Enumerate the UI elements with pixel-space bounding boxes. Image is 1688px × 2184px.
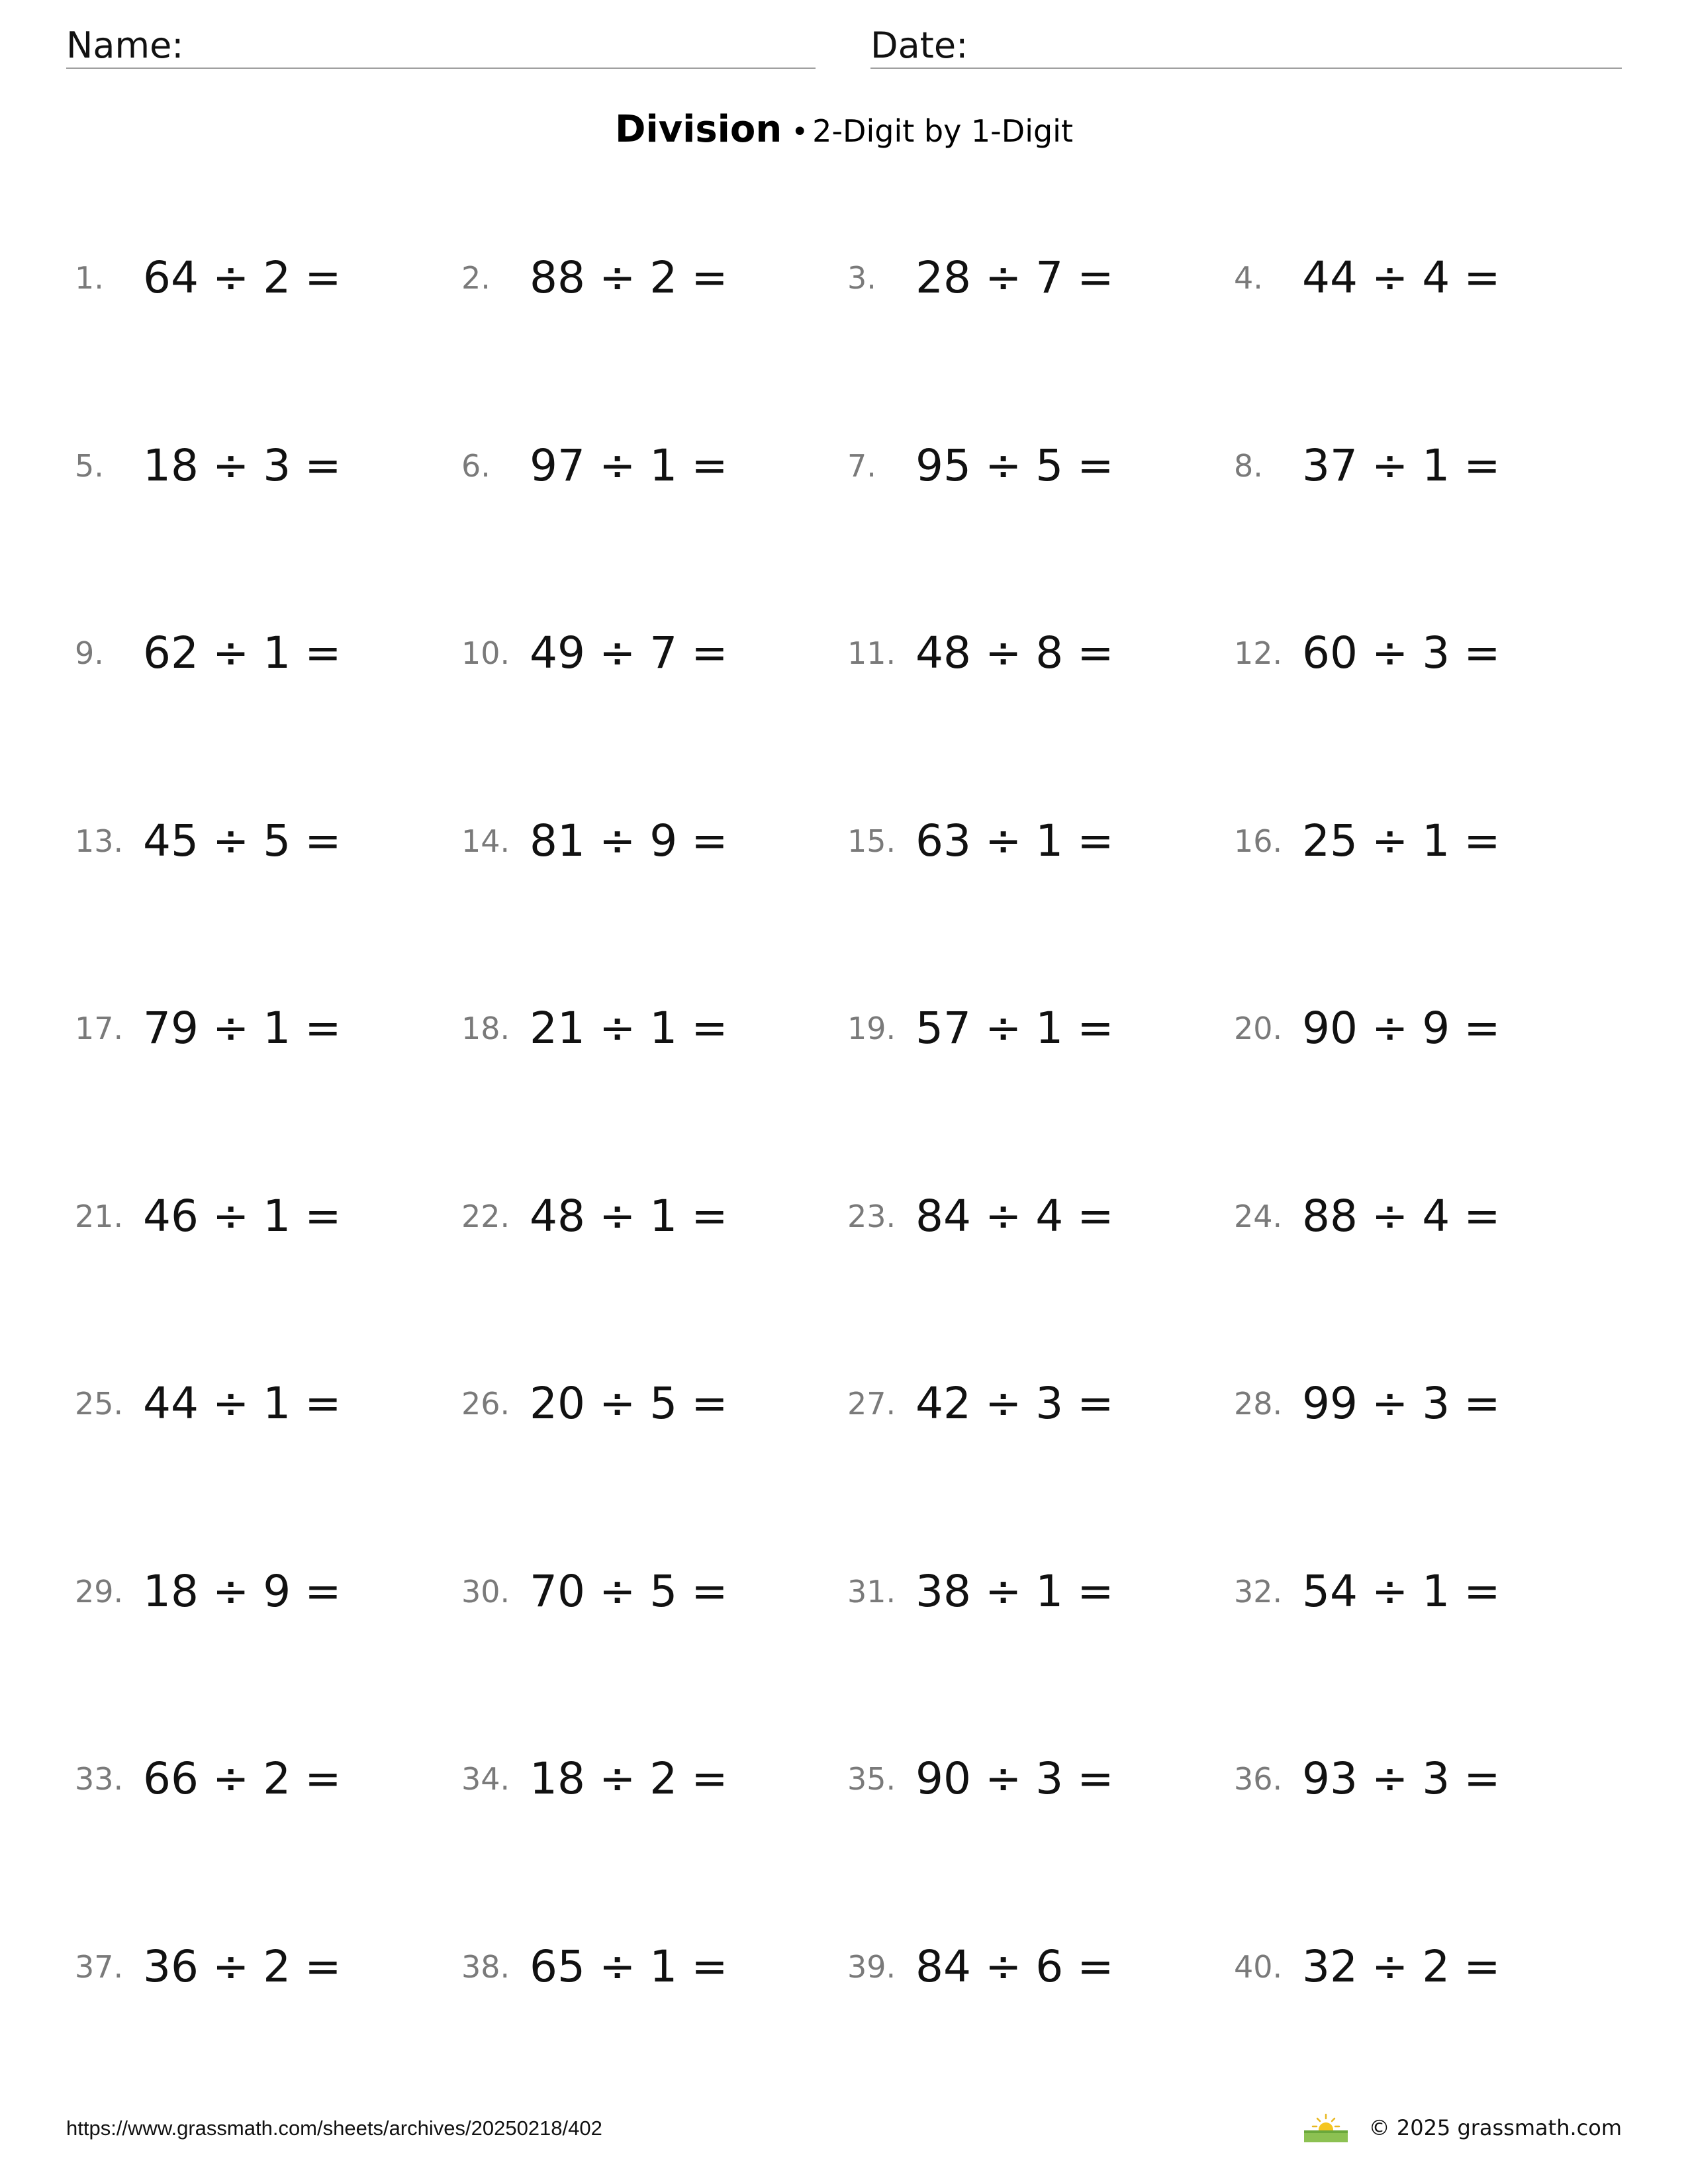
problem-number: 13.	[75, 823, 124, 859]
problem-number: 10.	[461, 635, 510, 671]
footer-url: https://www.grassmath.com/sheets/archives/20250218/402	[66, 2116, 602, 2140]
problem-expression: 60 ÷ 3 =	[1302, 627, 1501, 678]
problem-number: 40.	[1234, 1949, 1283, 1985]
date-label: Date:	[870, 24, 968, 66]
problem-expression: 38 ÷ 1 =	[915, 1566, 1114, 1617]
problem-expression: 97 ÷ 1 =	[530, 440, 728, 491]
problem-number: 12.	[1234, 635, 1283, 671]
problem-number: 29.	[75, 1574, 124, 1610]
problem-number: 20.	[1234, 1011, 1283, 1046]
problem-number: 32.	[1234, 1574, 1283, 1610]
footer-copyright: © 2025 grassmath.com	[1368, 2115, 1622, 2140]
problem-expression: 28 ÷ 7 =	[915, 252, 1114, 303]
problem-expression: 57 ÷ 1 =	[915, 1003, 1114, 1054]
problem-expression: 18 ÷ 3 =	[143, 440, 342, 491]
problem-expression: 70 ÷ 5 =	[530, 1566, 728, 1617]
problem-expression: 18 ÷ 9 =	[143, 1566, 342, 1617]
problem-number: 37.	[75, 1949, 124, 1985]
problem-expression: 84 ÷ 4 =	[915, 1191, 1114, 1242]
worksheet-title	[0, 103, 1688, 165]
problem-expression: 46 ÷ 1 =	[143, 1191, 342, 1242]
problem-number: 36.	[1234, 1761, 1283, 1797]
problem-expression: 64 ÷ 2 =	[143, 252, 342, 303]
problem-expression: 79 ÷ 1 =	[143, 1003, 342, 1054]
problem-expression: 93 ÷ 3 =	[1302, 1753, 1501, 1804]
problem-expression: 62 ÷ 1 =	[143, 627, 342, 678]
problem-expression: 54 ÷ 1 =	[1302, 1566, 1501, 1617]
problem-expression: 88 ÷ 2 =	[530, 252, 728, 303]
problem-expression: 99 ÷ 3 =	[1302, 1378, 1501, 1429]
problem-number: 9.	[75, 635, 104, 671]
problem-number: 14.	[461, 823, 510, 859]
problem-expression: 18 ÷ 2 =	[530, 1753, 728, 1804]
problem-expression: 42 ÷ 3 =	[915, 1378, 1114, 1429]
title-subtitle: 2-Digit by 1-Digit	[812, 113, 1074, 149]
problem-number: 22.	[461, 1199, 510, 1234]
problem-expression: 90 ÷ 9 =	[1302, 1003, 1501, 1054]
problem-expression: 20 ÷ 5 =	[530, 1378, 728, 1429]
problem-expression: 48 ÷ 1 =	[530, 1191, 728, 1242]
problem-expression: 45 ÷ 5 =	[143, 815, 342, 866]
problem-expression: 66 ÷ 2 =	[143, 1753, 342, 1804]
problem-number: 17.	[75, 1011, 124, 1046]
problem-number: 3.	[847, 260, 876, 296]
problem-number: 34.	[461, 1761, 510, 1797]
problem-expression: 84 ÷ 6 =	[915, 1941, 1114, 1992]
problem-expression: 37 ÷ 1 =	[1302, 440, 1501, 491]
problem-expression: 44 ÷ 4 =	[1302, 252, 1501, 303]
problem-expression: 44 ÷ 1 =	[143, 1378, 342, 1429]
problem-number: 8.	[1234, 448, 1263, 484]
sun-over-grass-icon	[1303, 2112, 1349, 2144]
problem-number: 2.	[461, 260, 491, 296]
problem-number: 39.	[847, 1949, 896, 1985]
problem-number: 21.	[75, 1199, 124, 1234]
problem-number: 33.	[75, 1761, 124, 1797]
problem-number: 38.	[461, 1949, 510, 1985]
problem-number: 18.	[461, 1011, 510, 1046]
problem-number: 24.	[1234, 1199, 1283, 1234]
problem-number: 26.	[461, 1386, 510, 1422]
problem-number: 15.	[847, 823, 896, 859]
problem-expression: 63 ÷ 1 =	[915, 815, 1114, 866]
problem-expression: 81 ÷ 9 =	[530, 815, 728, 866]
problem-number: 30.	[461, 1574, 510, 1610]
problem-expression: 32 ÷ 2 =	[1302, 1941, 1501, 1992]
title-separator: •	[791, 115, 809, 149]
problem-number: 27.	[847, 1386, 896, 1422]
problem-expression: 48 ÷ 8 =	[915, 627, 1114, 678]
problem-number: 25.	[75, 1386, 124, 1422]
problem-number: 1.	[75, 260, 104, 296]
problem-number: 35.	[847, 1761, 896, 1797]
name-field[interactable]	[66, 25, 816, 69]
problem-expression: 65 ÷ 1 =	[530, 1941, 728, 1992]
problem-expression: 25 ÷ 1 =	[1302, 815, 1501, 866]
problem-number: 28.	[1234, 1386, 1283, 1422]
problem-number: 7.	[847, 448, 876, 484]
problem-number: 31.	[847, 1574, 896, 1610]
problem-number: 6.	[461, 448, 491, 484]
title-main: Division	[614, 108, 782, 151]
problem-expression: 88 ÷ 4 =	[1302, 1191, 1501, 1242]
problem-number: 5.	[75, 448, 104, 484]
problem-expression: 36 ÷ 2 =	[143, 1941, 342, 1992]
problem-expression: 90 ÷ 3 =	[915, 1753, 1114, 1804]
problem-number: 16.	[1234, 823, 1283, 859]
problem-number: 23.	[847, 1199, 896, 1234]
problem-number: 11.	[847, 635, 896, 671]
date-field[interactable]	[870, 25, 1622, 69]
problem-number: 4.	[1234, 260, 1263, 296]
name-label: Name:	[66, 24, 184, 66]
problem-expression: 21 ÷ 1 =	[530, 1003, 728, 1054]
problem-expression: 49 ÷ 7 =	[530, 627, 728, 678]
problem-number: 19.	[847, 1011, 896, 1046]
footer-brand	[1303, 2111, 1622, 2144]
problem-expression: 95 ÷ 5 =	[915, 440, 1114, 491]
